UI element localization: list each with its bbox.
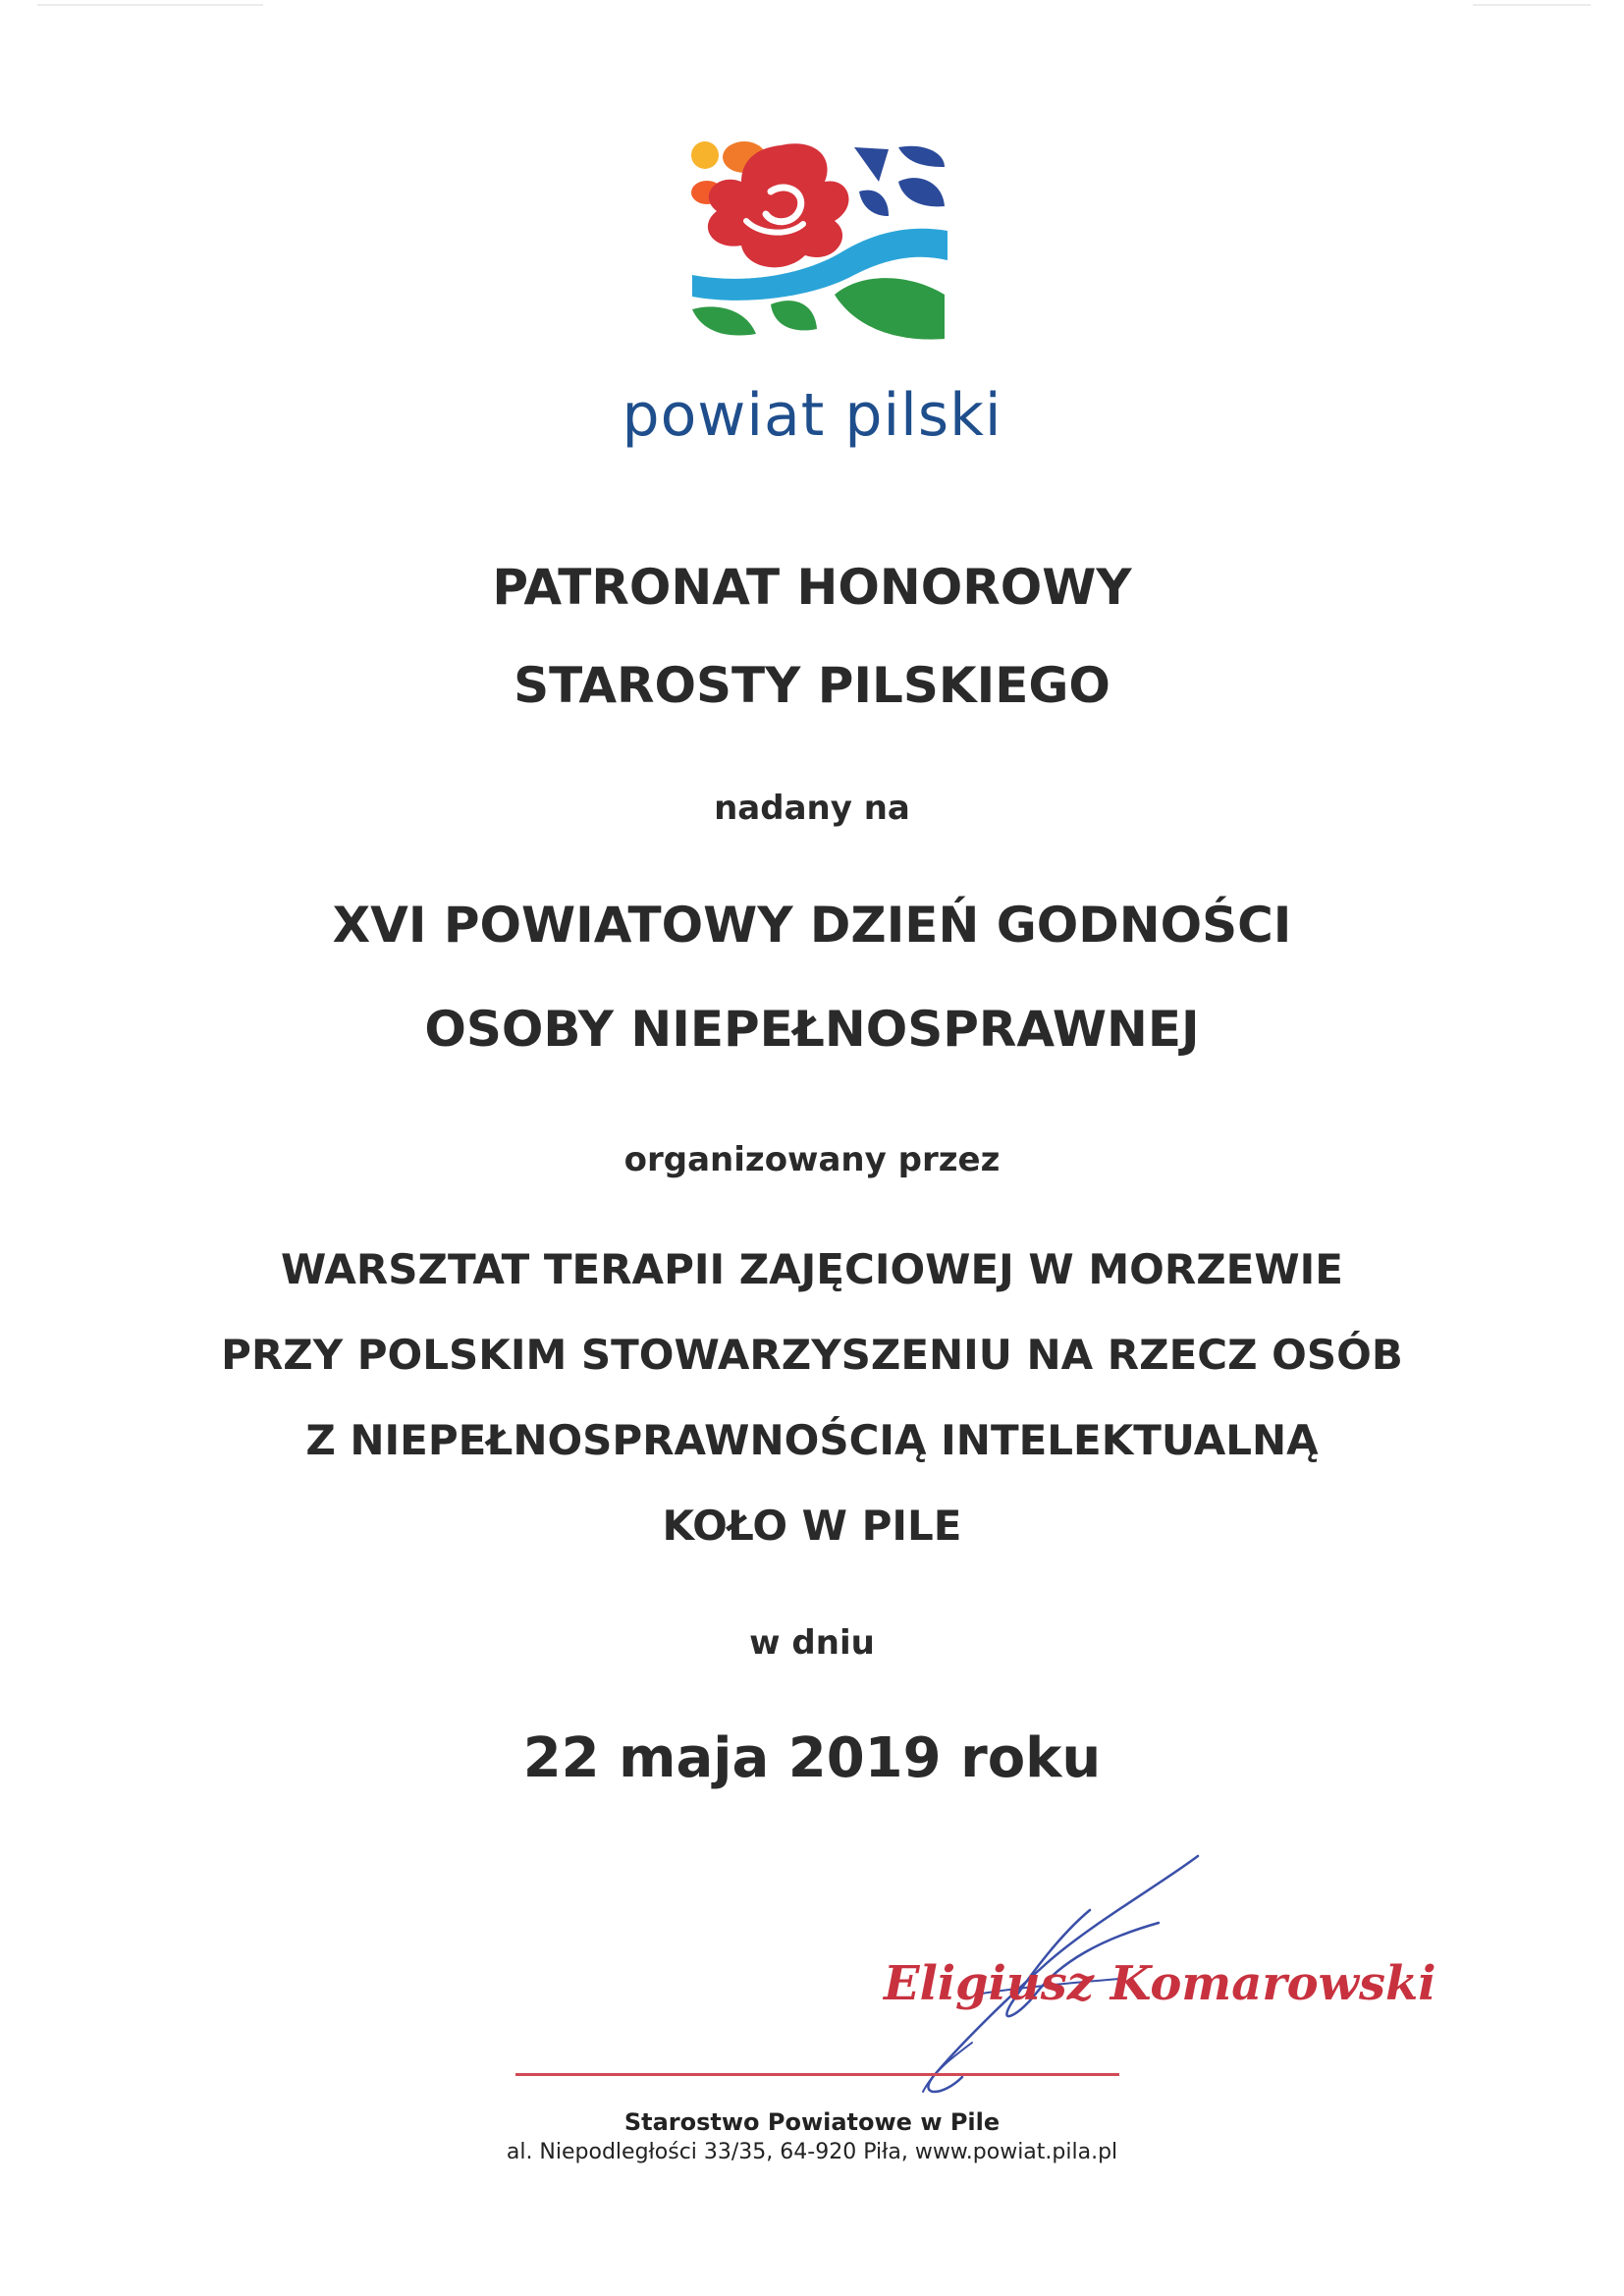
footer-address: al. Niepodległości 33/35, 64-920 Piła, www.powiat.pila.pl xyxy=(506,2140,1118,2164)
logo-text: powiat pilski xyxy=(622,381,1002,450)
event-line-2: OSOBY NIEPEŁNOSPRAWNEJ xyxy=(424,1001,1200,1058)
scan-edge-right xyxy=(1473,4,1591,6)
organized-by-text: organizowany przez xyxy=(623,1140,1001,1179)
granted-for-text: nadany na xyxy=(714,789,910,828)
title-line-1: PATRONAT HONOROWY xyxy=(492,559,1132,616)
event-line-1: XVI POWIATOWY DZIEŃ GODNOŚCI xyxy=(332,897,1292,954)
powiat-pilski-logo-icon xyxy=(687,137,952,344)
signature-line xyxy=(515,2073,1119,2076)
event-date: 22 maja 2019 roku xyxy=(522,1726,1102,1790)
signer-name: Eligiusz Komarowski xyxy=(884,1956,1436,2011)
organizer-line-3: Z NIEPEŁNOSPRAWNOŚCIĄ INTELEKTUALNĄ xyxy=(305,1416,1319,1464)
scan-edge-left xyxy=(37,4,263,6)
on-day-text: w dniu xyxy=(749,1623,875,1663)
footer-organization: Starostwo Powiatowe w Pile xyxy=(623,2108,1001,2136)
organizer-line-1: WARSZTAT TERAPII ZAJĘCIOWEJ W MORZEWIE xyxy=(280,1245,1343,1293)
title-line-2: STAROSTY PILSKIEGO xyxy=(514,657,1110,714)
organizer-line-2: PRZY POLSKIM STOWARZYSZENIU NA RZECZ OSÓB xyxy=(221,1331,1403,1379)
organizer-line-4: KOŁO W PILE xyxy=(662,1502,962,1550)
